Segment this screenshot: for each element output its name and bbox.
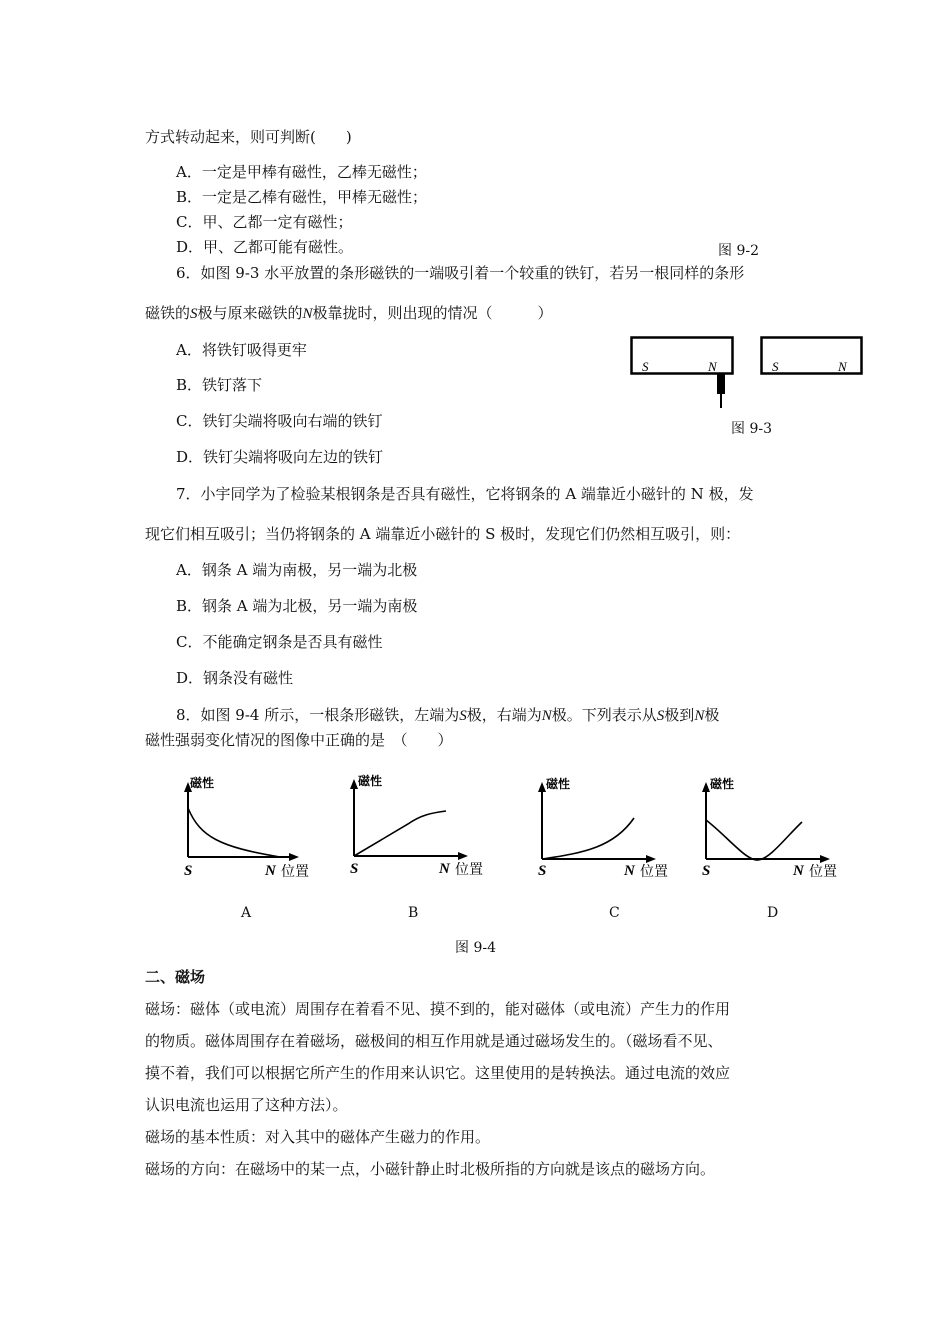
graph-d-s-label: S [702, 863, 711, 879]
graph-c-curve [542, 818, 634, 859]
q8-line1: 8．如图 9-4 所示，一根条形磁铁，左端为S极，右端为N极。下列表示从S极到N极 [176, 706, 720, 724]
para3: 磁场的方向：在磁场中的某一点，小磁针静止时北极所指的方向就是该点的磁场方向。 [145, 1160, 716, 1178]
q5-option-a: A．一定是甲棒有磁性，乙棒无磁性； [176, 163, 427, 181]
graph-b-x-label: 位置 [455, 862, 483, 878]
graph-d-y-label: 磁性 [710, 777, 735, 791]
graph-c-letter: C [609, 905, 620, 921]
para1-line3: 摸不着，我们可以根据它所产生的作用来认识它。这里使用的是转换法。通过电流的效应 [145, 1064, 731, 1082]
graph-d [698, 775, 843, 885]
q6-option-b: B．铁钉落下 [176, 376, 263, 394]
q6-option-d: D．铁钉尖端将吸向左边的铁钉 [176, 448, 384, 466]
section-heading: 二、磁场 [145, 968, 206, 986]
magnet-1-n-label: N [708, 359, 717, 374]
graph-a-n-label: N [265, 863, 276, 879]
graph-a-letter: A [241, 905, 252, 921]
magnet-2-s-label: S [772, 359, 779, 374]
graph-d-letter: D [767, 905, 779, 921]
figure-9-2-caption: 图 9-2 [718, 243, 759, 259]
graph-a-x-label: 位置 [281, 864, 309, 880]
q5-option-d: D．甲、乙都可能有磁性。 [176, 238, 354, 256]
graph-b-y-label: 磁性 [358, 774, 383, 788]
q6-option-c: C．铁钉尖端将吸向右端的铁钉 [176, 412, 383, 430]
graph-a-s-label: S [184, 863, 193, 879]
para1-line2: 的物质。磁体周围存在着磁场，磁极间的相互作用就是通过磁场发生的。（磁场看不见、 [145, 1032, 723, 1050]
q5-option-c: C．甲、乙都一定有磁性； [176, 213, 353, 231]
q7-line2: 现它们相互吸引；当仍将钢条的 A 端靠近小磁针的 S 极时，发现它们仍然相互吸引，则： [145, 525, 741, 543]
nail-head [717, 374, 725, 394]
graph-c [534, 775, 674, 885]
para1-line4: 认识电流也运用了这种方法）。 [145, 1096, 348, 1114]
magnet-1-s-label: S [642, 359, 649, 374]
graph-a [180, 775, 310, 885]
q6-line2: 磁铁的S极与原来磁铁的N极靠拢时，则出现的情况（ ） [145, 304, 553, 322]
graph-d-curve [706, 820, 802, 860]
graph-b-curve [354, 811, 446, 856]
q7-option-b: B．钢条 A 端为北极，另一端为南极 [176, 597, 418, 615]
figure-9-3 [630, 336, 870, 416]
graph-b-letter: B [408, 905, 419, 921]
magnet-2-n-label: N [838, 359, 847, 374]
graph-d-x-label: 位置 [809, 864, 837, 880]
figure-9-3-caption: 图 9-3 [731, 421, 772, 437]
q7-line1: 7．小宇同学为了检验某根钢条是否具有磁性，它将钢条的 A 端靠近小磁针的 N 极，发 [176, 485, 754, 503]
graph-a-y-label: 磁性 [190, 776, 215, 790]
q6-line1: 6．如图 9-3 水平放置的条形磁铁的一端吸引着一个较重的铁钉，若另一根同样的条形 [176, 264, 745, 282]
para1-line1: 磁场：磁体（或电流）周围存在着看不见、摸不到的，能对磁体（或电流）产生力的作用 [145, 1000, 731, 1018]
q7-option-a: A．钢条 A 端为南极，另一端为北极 [176, 561, 418, 579]
q5-option-b: B．一定是乙棒有磁性，甲棒无磁性； [176, 188, 428, 206]
q6-option-a: A．将铁钉吸得更牢 [176, 341, 307, 359]
graph-c-s-label: S [538, 863, 547, 879]
graph-b-n-label: N [439, 861, 450, 877]
q8-line2: 磁性强弱变化情况的图像中正确的是 （ ） [145, 731, 453, 749]
q5-intro: 方式转动起来，则可判断( ) [145, 128, 352, 146]
q7-option-c: C．不能确定钢条是否具有磁性 [176, 633, 383, 651]
graph-b [346, 772, 483, 882]
graph-c-y-label: 磁性 [546, 777, 571, 791]
graph-a-curve [188, 808, 280, 857]
graph-d-n-label: N [793, 863, 804, 879]
graph-b-s-label: S [350, 861, 359, 877]
graph-c-x-label: 位置 [640, 864, 668, 880]
figure-9-4-caption: 图 9-4 [455, 940, 496, 956]
q7-option-d: D．钢条没有磁性 [176, 669, 294, 687]
para2: 磁场的基本性质：对入其中的磁体产生磁力的作用。 [145, 1128, 491, 1146]
graph-c-n-label: N [624, 863, 635, 879]
